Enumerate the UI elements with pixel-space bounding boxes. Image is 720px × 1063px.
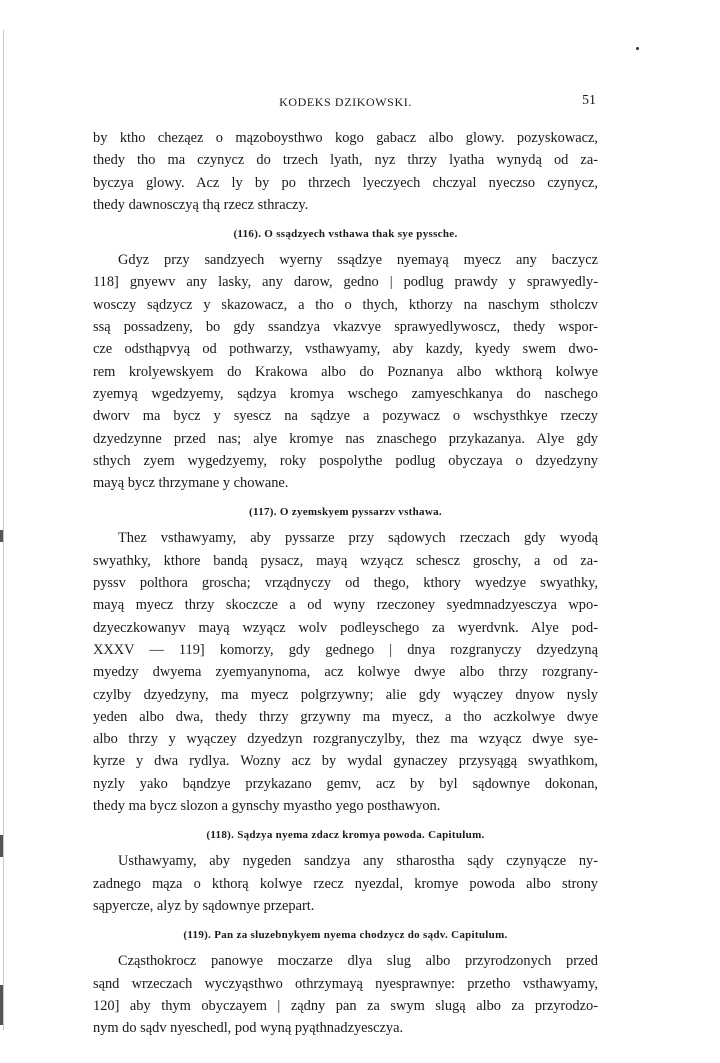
body-text <box>93 127 598 1039</box>
paragraph <box>93 527 598 817</box>
margin-mark <box>0 835 3 857</box>
text-line: thedy tho ma czynycz do trzech lyath, nyz thrzy lyatha wynydą od za- <box>93 152 598 169</box>
text-line: dzyeczkowanyv mayą wzyącz wolv podleyschego za wyerdvnk. Alye pod- <box>93 619 598 636</box>
text-line: 120] aby thym obyczayem | ządny pan za swym slugą albo za przyrodzo- <box>93 997 598 1014</box>
text-line: thedy ma bycz slozon a gynschy myastho yego posthawyon. <box>93 798 441 815</box>
text-line: sąpyercze, alyz by sądownye przepart. <box>93 897 315 914</box>
paragraph <box>93 249 598 494</box>
text-line: by ktho cheząez o mązoboysthwo kogo gabacz albo glowy. pozyskowacz, <box>93 130 598 146</box>
text-line: nym do sądv nyeschedl, pod wyną pyąthnadzyesczya. <box>93 1020 404 1037</box>
text-line: myedzy dwyema zyemyanynoma, acz kolwye dwye albo thrzy rozgrany- <box>93 664 598 681</box>
section-heading: (117). O zyemskyem pyssarzv vsthawa. <box>249 506 442 519</box>
text-line: Thez vsthawyamy, aby pyssarze przy sądowych rzeczach gdy wyodą <box>118 530 598 547</box>
print-speck <box>636 47 639 50</box>
text-line: swyathky, kthore bandą pysacz, mayą wzyącz schescz groschy, a od za- <box>93 552 598 569</box>
text-line: nyzly yako bąndzye przykazano gemv, acz by byl sądownye dokonan, <box>93 775 598 792</box>
text-line: kyrze y dwa rydlya. Wozny acz by wydal gynaczey przysyągą swyathkom, <box>93 753 598 770</box>
text-line: mayą bycz thrzymane y chowane. <box>93 475 289 492</box>
section-heading: (119). Pan za sluzebnykyem nyema chodzycz do sądv. Capitulum. <box>183 929 508 942</box>
section-heading: (118). Sądzya nyema zdacz kromya powoda. Capitulum. <box>206 829 485 842</box>
text-line: 118] gnyewv any lasky, any darow, gedno | podlug prawdy y sprawyedly- <box>93 274 598 291</box>
text-line: mayą myecz thrzy skoczcze a od wyny rzeczoney syedmnadzyesczya wpo- <box>93 597 598 614</box>
running-header <box>93 93 598 113</box>
text-line: ssą possadzeny, bo gdy ssandzya vkazvye sprawyedlywoscz, thedy wspor- <box>93 319 598 336</box>
paragraph <box>93 850 598 917</box>
text-line: yeden albo dwa, thedy thrzy grzywny ma myecz, a tho aczkolwye dwye <box>93 708 598 725</box>
text-line: rem krolyewskyem do Krakowa albo do Poznanya albo wkthorą kolwye <box>93 363 598 380</box>
text-line: sąnd wrzeczach wyczyąsthwo othrzymayą nyesprawnye: przetho vsthawyamy, <box>93 975 598 992</box>
text-line: zyemyą wgedzyemy, sądzya kromya wschego zamyeschkanya do naschego <box>93 385 598 402</box>
margin-mark <box>0 985 3 1025</box>
margin-mark <box>0 530 3 542</box>
page-number: 51 <box>582 93 596 108</box>
binding-edge <box>3 30 4 1030</box>
text-line: Usthawyamy, aby nygeden sandzya any stharostha sądy czynyącze ny- <box>118 853 598 870</box>
text-line: dworv ma bycz y syescz na sądzye a pozywacz o wschysthkye rzeczy <box>93 408 598 425</box>
text-line: Gdyz przy sandzyech wyerny ssądzye nyemayą myecz any baczycz <box>118 252 598 269</box>
running-title: KODEKS DZIKOWSKI. <box>279 95 412 109</box>
section-heading: (116). O ssądzyech vsthawa thak sye pyssche. <box>233 228 458 241</box>
paragraph <box>93 950 598 1039</box>
text-line: czylby dzyedzyny, ma myecz polgrzywny; alie gdy wyączey dnyow nysly <box>93 686 598 703</box>
text-line: albo thrzy y wyączey dzyedzyn rozgranyczylby, thez ma wzyącz dwye sye- <box>93 731 598 748</box>
text-line: cze odsthąpvyą od pothwarzy, vsthawyamy, aby kazdy, kyedy swem dwo- <box>93 341 598 358</box>
text-line: byczya glowy. Acz ly by po thrzech lyeczyech chczyal nyeczso czynycz, <box>93 174 598 191</box>
text-line: XXXV — 119] komorzy, gdy gednego | dnya rozgranyczy dzyedzyną <box>93 641 598 658</box>
text-line: wosczy sądzycz y skazowacz, a tho o thych, kthorzy na naschym stholczv <box>93 296 598 313</box>
text-line: Cząsthokrocz panowye moczarze dlya slug albo przyrodzonych przed <box>118 953 598 970</box>
text-line: pyssv polthora groscha; vrządnyczy od thego, kthory wyedzye swyathky, <box>93 575 598 592</box>
text-line: sthych zyem wygedzyemy, roky pospolythe podlug obyczaya o dzyedzyny <box>93 452 598 469</box>
text-line: thedy dawnosczyą thą rzecz sthraczy. <box>93 196 309 213</box>
text-line: dzyedzynne przed nas; alye kromye nas znaschego przykazanya. Alye gdy <box>93 430 598 447</box>
paragraph <box>93 127 598 216</box>
text-line: zadnego mąza o kthorą kolwye rzecz nyezdal, kromye powoda albo strony <box>93 875 598 892</box>
